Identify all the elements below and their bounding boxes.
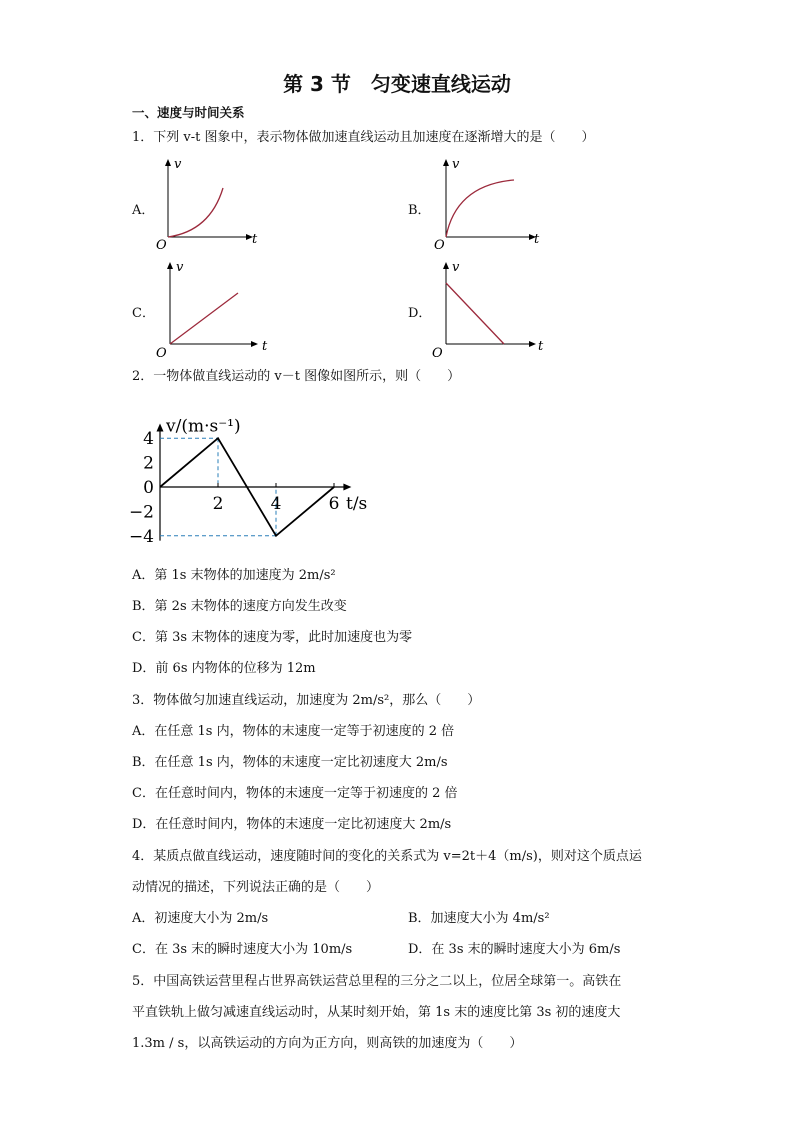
y-arrow-icon <box>167 262 173 269</box>
x-arrow-icon <box>343 484 351 491</box>
q2-vt-chart <box>128 393 385 553</box>
x-tick-label: 4 <box>270 494 282 514</box>
q1-graph-b <box>428 155 548 253</box>
curve-b <box>446 180 514 237</box>
y-arrow-icon <box>157 424 164 432</box>
q3-option-c: C．在任意时间内，物体的末速度一定等于初速度的 2 倍 <box>132 786 458 801</box>
line-d <box>446 283 504 344</box>
q3-option-b: B．在任意 1s 内，物体的末速度一定比初速度大 2m/s <box>132 755 448 770</box>
question-5-line1: 5．中国高铁运营里程占世界高铁运营总里程的三分之二以上，位居全球第一。高铁在 <box>132 974 622 989</box>
q2-option-d: D．前 6s 内物体的位移为 12m <box>132 661 316 676</box>
x-axis-label: t <box>538 339 544 354</box>
x-axis-label: t/s <box>346 494 368 514</box>
x-axis-label: t <box>262 339 268 354</box>
question-5-line3: 1.3m / s，以高铁运动的方向为正方向，则高铁的加速度为（ ） <box>132 1036 523 1051</box>
q4-option-d: D．在 3s 末的瞬时速度大小为 6m/s <box>408 942 621 957</box>
y-tick-label: −4 <box>128 526 154 547</box>
question-2-stem: 2．一物体做直线运动的 v－t 图像如图所示，则（ ） <box>132 369 461 384</box>
origin-label: O <box>434 238 445 253</box>
y-arrow-icon <box>443 159 449 166</box>
question-4-stem-line1: 4．某质点做直线运动，速度随时间的变化的关系式为 v=2t＋4（m/s)，则对这个质点运 <box>132 849 642 864</box>
y-tick-label: 2 <box>143 453 154 474</box>
x-tick-label: 6 <box>328 494 340 514</box>
section-heading: 一、速度与时间关系 <box>132 105 245 120</box>
q1-option-c-label: C． <box>132 306 155 321</box>
y-axis-label: v <box>176 260 184 275</box>
x-axis-label: t <box>252 232 258 247</box>
q1-option-d-label: D． <box>408 306 432 321</box>
x-tick-label: 2 <box>212 494 224 514</box>
q2-option-a: A．第 1s 末物体的加速度为 2m/s² <box>132 568 336 583</box>
x-axis-label: t <box>534 232 540 247</box>
y-arrow-icon <box>443 262 449 269</box>
question-3-stem: 3．物体做匀加速直线运动，加速度为 2m/s²，那么（ ） <box>132 693 481 708</box>
q3-option-a: A．在任意 1s 内，物体的末速度一定等于初速度的 2 倍 <box>132 724 455 739</box>
q4-option-a: A．初速度大小为 2m/s <box>132 911 269 926</box>
q2-option-b: B．第 2s 末物体的速度方向发生改变 <box>132 599 347 614</box>
q1-graph-a <box>150 155 265 253</box>
question-1-stem: 1．下列 v-t 图象中，表示物体做加速直线运动且加速度在逐渐增大的是（ ） <box>132 130 595 145</box>
y-axis-label: v/(m·s⁻¹) <box>166 416 241 437</box>
q2-option-c: C．第 3s 末物体的速度为零，此时加速度也为零 <box>132 630 413 645</box>
q1-graph-d <box>428 258 553 361</box>
question-4-stem-line2: 动情况的描述，下列说法正确的是（ ） <box>132 880 380 895</box>
q1-graph-c <box>152 258 272 361</box>
y-tick-label: −2 <box>128 502 154 523</box>
x-arrow-icon <box>529 341 536 347</box>
question-5-line2: 平直铁轨上做匀减速直线运动时，从某时刻开始，第 1s 末的速度比第 3s 初的速度大 <box>132 1005 621 1020</box>
y-arrow-icon <box>165 159 171 166</box>
curve-a <box>168 188 223 237</box>
origin-label: O <box>432 346 443 361</box>
y-axis-label: v <box>452 157 460 172</box>
y-axis-label: v <box>174 157 182 172</box>
y-tick-label: 4 <box>143 429 154 450</box>
q1-option-a-label: A． <box>132 203 155 218</box>
q4-option-b: B．加速度大小为 4m/s² <box>408 911 550 926</box>
origin-label: O <box>156 346 167 361</box>
origin-label: O <box>156 238 167 253</box>
x-arrow-icon <box>251 341 258 347</box>
y-axis-label: v <box>452 260 460 275</box>
line-c <box>170 293 238 344</box>
page-title: 第 3 节 匀变速直线运动 <box>283 72 511 96</box>
y-tick-label: 0 <box>143 478 154 498</box>
q4-option-c: C．在 3s 末的瞬时速度大小为 10m/s <box>132 942 353 957</box>
q1-option-b-label: B． <box>408 203 431 218</box>
q3-option-d: D．在任意时间内，物体的末速度一定比初速度大 2m/s <box>132 817 452 832</box>
